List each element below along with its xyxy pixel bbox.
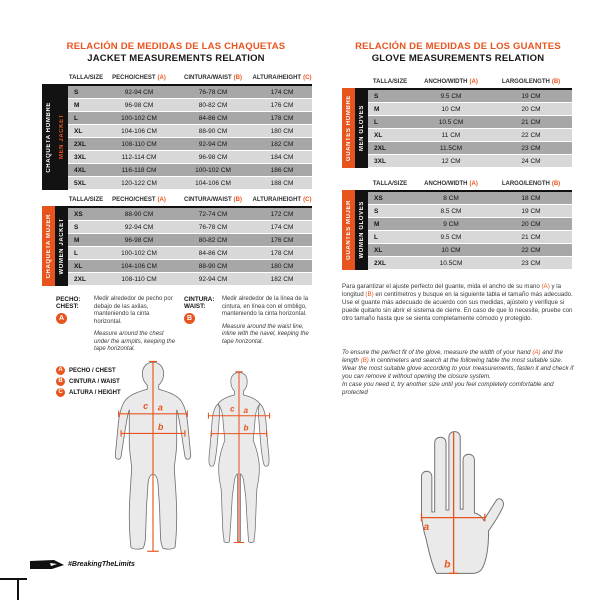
glove-note-es: Para garantizar el ajuste perfecto del guante, mida el ancho de su mano (A) y la longitud (B) en centímetros y busque en la siguiente tabla el tamaño más adecuado. Use el guante más adecuado de acuerdo con sus medidas, ajústelo y verifique si puede quitarlo sin abrir el sistema de cierre. En caso de que lo necesite, pruebe con otro tamaño hasta que se sienta completamente cómodo y protegido. <box>342 283 573 322</box>
male-label-a: a <box>157 402 163 413</box>
cell-waist: 92-94 CM <box>198 275 228 283</box>
glove-section-title <box>340 41 576 64</box>
header-height: ALTURA/HEIGHT (C) <box>252 75 312 81</box>
header-width: ANCHO/WIDTH (A) <box>424 79 478 85</box>
marker-a: (A) <box>469 79 478 85</box>
table-row <box>368 231 572 244</box>
cell-length: 22 CM <box>521 246 541 254</box>
header-height: ALTURA/HEIGHT (C) <box>252 197 312 203</box>
cell-chest: 88-90 CM <box>124 210 154 218</box>
legend-b-badge: B <box>56 377 65 386</box>
cell-size: 2XL <box>74 140 86 148</box>
men-jacket-label-es: CHAQUETA HOMBRE <box>45 101 52 173</box>
marker-a-badge: A <box>56 313 67 324</box>
cell-length: 19 CM <box>521 92 541 100</box>
cell-width: 10 CM <box>441 105 461 113</box>
table-row <box>368 192 572 205</box>
table-row <box>368 257 572 270</box>
cell-waist: 92-94 CM <box>198 140 228 148</box>
header-width: ANCHO/WIDTH (A) <box>424 181 478 187</box>
table-row <box>368 90 572 103</box>
cell-size: M <box>74 236 80 244</box>
cell-size: S <box>374 207 379 215</box>
marker-b: (B) <box>233 197 242 203</box>
cell-length: 23 CM <box>521 259 541 267</box>
women-jacket-label-en: WOMEN JACKET <box>58 217 65 275</box>
cell-size: L <box>374 118 378 126</box>
cell-width: 10 CM <box>441 246 461 254</box>
waist-note <box>184 296 312 346</box>
waist-note-text-en: Measure around the waist line, inline with the navel, keeping the tape horizontal. <box>222 323 309 345</box>
cell-height: 176 CM <box>270 101 294 109</box>
cell-size: M <box>374 220 380 228</box>
cell-height: 182 CM <box>270 275 294 283</box>
cell-height: 186 CM <box>270 166 294 174</box>
women-jacket-rows <box>68 206 312 286</box>
cell-length: 20 CM <box>521 220 541 228</box>
table-row <box>368 205 572 218</box>
table-row <box>68 112 312 125</box>
waist-note-text-es: Medir alrededor de la línea de la cintura, en línea con el ombligo, manteniendo la cinta horizontal. <box>222 296 309 317</box>
cell-height: 174 CM <box>270 88 294 96</box>
marker-b: (B) <box>233 75 242 81</box>
women-jacket-header-row <box>68 194 312 206</box>
table-row <box>68 221 312 234</box>
cell-chest: 92-94 CM <box>124 223 154 231</box>
cell-length: 21 CM <box>521 233 541 241</box>
marker-a: (A) <box>532 349 541 356</box>
cell-width: 12 CM <box>441 157 461 165</box>
cell-size: XL <box>74 262 83 270</box>
glove-label-a: a <box>423 521 430 533</box>
header-size: TALLA/SIZE <box>68 197 104 203</box>
table-row <box>68 164 312 177</box>
men-jacket-label-en: MEN JACKET <box>58 114 65 160</box>
header-size: TALLA/SIZE <box>372 79 408 85</box>
header-waist: CINTURA/WAIST (B) <box>183 75 242 81</box>
table-row <box>68 86 312 99</box>
header-size: TALLA/SIZE <box>372 181 408 187</box>
cell-width: 8 CM <box>443 194 459 202</box>
cell-size: 2XL <box>374 259 386 267</box>
header-length: LARGO/LENGTH (B) <box>501 181 561 187</box>
cell-chest: 112-114 CM <box>121 153 157 161</box>
marker-c: (C) <box>303 75 312 81</box>
cell-chest: 104-106 CM <box>121 262 157 270</box>
cell-size: 2XL <box>374 144 386 152</box>
jacket-section-title <box>40 41 312 64</box>
header-chest: PECHO/CHEST (A) <box>112 75 166 81</box>
cell-width: 10.5CM <box>439 259 463 267</box>
male-label-c: c <box>143 400 149 411</box>
table-row <box>368 142 572 155</box>
jacket-title-en: JACKET MEASUREMENTS RELATION <box>87 53 265 64</box>
table-row <box>68 208 312 221</box>
cell-waist: 100-102 CM <box>195 166 231 174</box>
women-gloves-table <box>342 178 572 270</box>
men-gloves-label-es: GUANTES HOMBRE <box>345 94 352 162</box>
cell-length: 24 CM <box>521 157 541 165</box>
glove-label-b: b <box>444 559 451 571</box>
table-row <box>68 177 312 190</box>
header-size: TALLA/SIZE <box>68 75 104 81</box>
female-label-c: c <box>230 404 235 414</box>
marker-b-badge: B <box>184 313 195 324</box>
cell-height: 178 CM <box>270 114 294 122</box>
cell-width: 9.5 CM <box>440 233 462 241</box>
cell-chest: 108-110 CM <box>121 140 157 148</box>
glove-title-es: RELACIÓN DE MEDIDAS DE LOS GUANTES <box>355 41 561 52</box>
cell-size: XS <box>374 194 383 202</box>
cell-chest: 100-102 CM <box>121 249 157 257</box>
marker-a: (A) <box>541 283 550 290</box>
women-jacket-label-es: CHAQUETA MUJER <box>45 213 52 279</box>
cell-height: 180 CM <box>270 127 294 135</box>
cell-width: 9.5 CM <box>440 92 462 100</box>
table-row <box>368 116 572 129</box>
cell-height: 180 CM <box>270 262 294 270</box>
women-gloves-sidebar <box>342 190 368 270</box>
cell-waist: 84-86 CM <box>198 114 228 122</box>
male-label-b: b <box>157 422 164 433</box>
cell-size: 3XL <box>374 157 386 165</box>
cell-size: M <box>74 101 80 109</box>
legend-a-badge: A <box>56 366 65 375</box>
female-body-figure <box>198 356 280 562</box>
men-gloves-header-row <box>368 76 572 88</box>
male-body-figure <box>108 352 198 564</box>
chest-note-text-en: Measure around the chest under the armpits, keeping the tape horizontal. <box>94 331 176 352</box>
cell-chest: 104-106 CM <box>121 127 157 135</box>
women-gloves-header-row <box>368 178 572 190</box>
cell-size: XS <box>74 210 83 218</box>
cell-waist: 80-82 CM <box>198 101 228 109</box>
cell-height: 188 CM <box>270 179 294 187</box>
cell-size: 2XL <box>74 275 86 283</box>
men-gloves-label-en: MEN GLOVES <box>358 104 365 151</box>
cell-waist: 72-74 CM <box>198 210 228 218</box>
cell-chest: 92-94 CM <box>124 88 154 96</box>
cell-width: 11 CM <box>441 131 461 139</box>
cell-length: 22 CM <box>521 131 541 139</box>
table-row <box>68 99 312 112</box>
cell-height: 184 CM <box>270 153 294 161</box>
marker-c: (C) <box>303 197 312 203</box>
cell-size: XL <box>74 127 83 135</box>
chest-note-title-en: CHEST: <box>56 303 79 310</box>
cell-length: 18 CM <box>521 194 541 202</box>
men-gloves-rows <box>368 88 572 168</box>
women-gloves-label-en: WOMEN GLOVES <box>358 201 365 259</box>
cell-size: L <box>74 249 78 257</box>
cell-size: S <box>74 88 79 96</box>
legend-c-badge: C <box>56 388 65 397</box>
table-row <box>368 244 572 257</box>
legend-waist: B CINTURA / WAIST <box>56 377 121 386</box>
cell-width: 10.5 CM <box>438 118 464 126</box>
cell-size: XL <box>374 131 383 139</box>
cell-size: 3XL <box>74 153 86 161</box>
cell-size: 4XL <box>74 166 86 174</box>
marker-b: (B) <box>360 357 369 364</box>
cell-waist: 96-98 CM <box>198 153 228 161</box>
marker-b: (B) <box>551 181 561 187</box>
women-jacket-table <box>42 194 312 286</box>
men-gloves-table <box>342 76 572 168</box>
cell-length: 20 CM <box>521 105 541 113</box>
header-length: LARGO/LENGTH (B) <box>501 79 561 85</box>
jacket-title-es: RELACIÓN DE MEDIDAS DE LAS CHAQUETAS <box>66 41 286 52</box>
cell-chest: 96-98 CM <box>124 101 154 109</box>
cell-height: 176 CM <box>270 236 294 244</box>
cell-length: 19 CM <box>521 207 541 215</box>
female-measure-lines <box>208 372 269 543</box>
cell-size: 5XL <box>74 179 86 187</box>
table-row <box>68 125 312 138</box>
marker-b: (B) <box>365 291 374 298</box>
cell-chest: 120-122 CM <box>121 179 157 187</box>
women-gloves-label-es: GUANTES MUJER <box>345 200 352 260</box>
marker-a: (A) <box>157 75 166 81</box>
cell-size: M <box>374 105 380 113</box>
female-label-b: b <box>243 423 249 433</box>
cell-height: 172 CM <box>270 210 294 218</box>
men-jacket-sidebar <box>42 84 68 190</box>
legend-chest: A PECHO / CHEST <box>56 366 121 375</box>
female-label-a: a <box>243 405 249 415</box>
corner-mark-vertical <box>17 578 19 600</box>
table-row <box>368 155 572 168</box>
cell-chest: 100-102 CM <box>121 114 157 122</box>
cell-width: 11.5CM <box>439 144 463 152</box>
men-jacket-header-row <box>68 72 312 84</box>
men-jacket-rows <box>68 84 312 190</box>
marker-a: (A) <box>157 197 166 203</box>
cell-waist: 76-78 CM <box>198 223 228 231</box>
cell-waist: 88-90 CM <box>198 262 228 270</box>
table-row <box>68 234 312 247</box>
cell-size: XL <box>374 246 383 254</box>
cell-chest: 96-98 CM <box>124 236 154 244</box>
cell-waist: 84-86 CM <box>198 249 228 257</box>
legend-height: C ALTURA / HEIGHT <box>56 388 121 397</box>
cell-waist: 104-106 CM <box>195 179 231 187</box>
table-row <box>68 151 312 164</box>
cell-size: S <box>74 223 79 231</box>
glove-title-en: GLOVE MEASUREMENTS RELATION <box>371 53 545 64</box>
cell-size: S <box>374 92 379 100</box>
cell-waist: 88-90 CM <box>198 127 228 135</box>
marker-a: (A) <box>469 181 478 187</box>
cell-length: 23 CM <box>521 144 541 152</box>
waist-note-title-en: WAIST: <box>184 303 206 310</box>
cell-waist: 76-78 CM <box>198 88 228 96</box>
marker-b: (B) <box>551 79 561 85</box>
cell-waist: 80-82 CM <box>198 236 228 244</box>
chest-note-text-es: Medir alrededor de pecho por debajo de las axilas, manteniendo la cinta horizontal. <box>94 296 173 325</box>
header-chest: PECHO/CHEST (A) <box>112 197 166 203</box>
cell-height: 178 CM <box>270 249 294 257</box>
table-row <box>68 138 312 151</box>
cell-height: 174 CM <box>270 223 294 231</box>
glove-note-en: To ensure the perfect fit of the glove, measure the width of your hand (A) and the length (B) in centimeters and search at the following table the most suitable size. Wear the most suitable glove according to your measurements, fasten it and check if you can remove it without opening the closure system. In case you need it, try another size until you feel completely comfortable and protected <box>342 349 574 396</box>
table-row <box>368 103 572 116</box>
men-jacket-table <box>42 72 312 190</box>
chest-note-title-es: PECHO: <box>56 296 81 303</box>
waist-note-title-es: CINTURA: <box>184 296 215 303</box>
table-row <box>68 273 312 286</box>
header-waist: CINTURA/WAIST (B) <box>183 197 242 203</box>
corner-mark-horizontal <box>0 578 27 580</box>
table-row <box>68 247 312 260</box>
table-row <box>68 260 312 273</box>
women-gloves-rows <box>368 190 572 270</box>
women-jacket-sidebar <box>42 206 68 286</box>
cell-length: 21 CM <box>521 118 541 126</box>
table-row <box>368 129 572 142</box>
chest-note <box>56 296 178 354</box>
cell-width: 8.5 CM <box>440 207 462 215</box>
footer-hashtag: #BreakingTheLimits <box>68 561 135 568</box>
glove-hand-figure <box>398 424 513 580</box>
men-gloves-sidebar <box>342 88 368 168</box>
footer-logo <box>30 560 64 570</box>
table-row <box>368 218 572 231</box>
cell-width: 9 CM <box>443 220 459 228</box>
cell-chest: 108-110 CM <box>121 275 157 283</box>
cell-size: L <box>74 114 78 122</box>
cell-chest: 116-118 CM <box>121 166 157 174</box>
cell-height: 182 CM <box>270 140 294 148</box>
cell-size: L <box>374 233 378 241</box>
